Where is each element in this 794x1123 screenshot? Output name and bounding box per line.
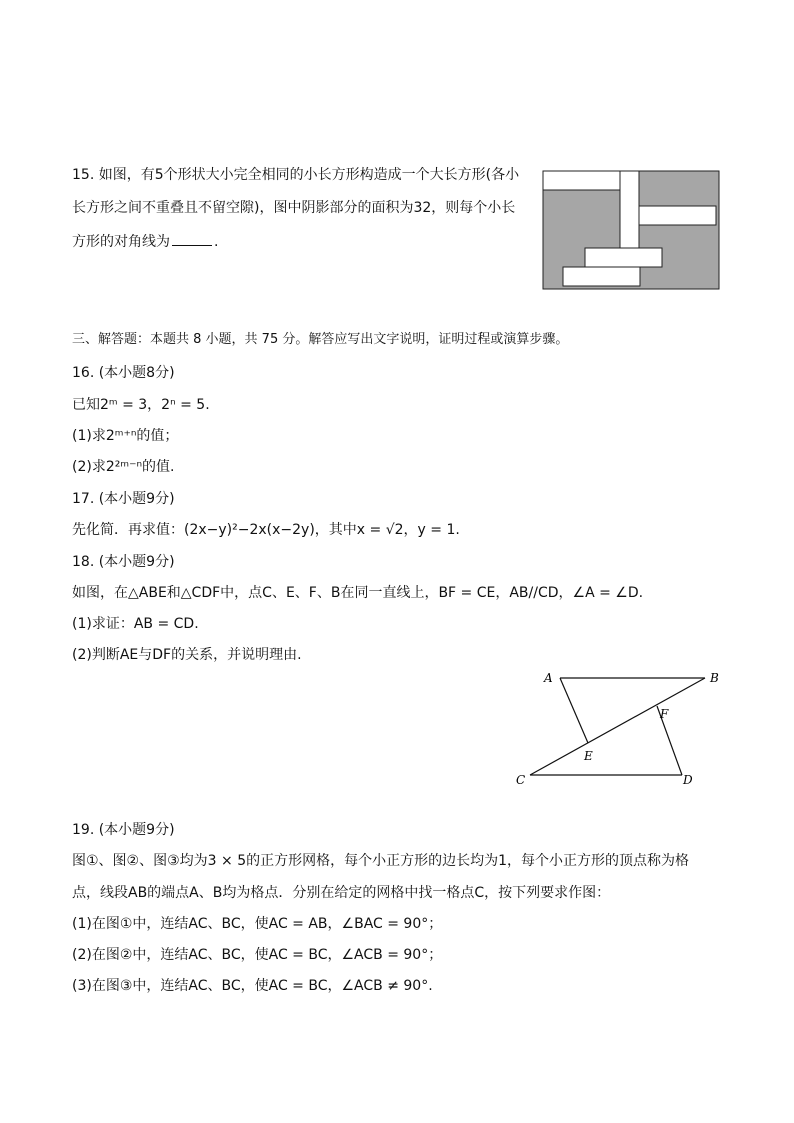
label-B: B bbox=[710, 671, 719, 685]
q15-line1: 15. 如图，有5个形状大小完全相同的小长方形构造成一个大长方形(各小 bbox=[72, 167, 520, 183]
q18-body: 如图，在△ABE和△CDF中，点C、E、F、B在同一直线上，BF = CE，AB//CD，∠A = ∠D. bbox=[72, 585, 644, 601]
q19-part2: (2)在图②中，连结AC、BC，使AC = BC，∠ACB = 90°； bbox=[72, 947, 443, 963]
q16-given: 已知2ᵐ = 3，2ⁿ = 5. bbox=[72, 397, 210, 413]
q18-part2: (2)判断AE与DF的关系，并说明理由. bbox=[72, 647, 302, 663]
label-D: D bbox=[683, 773, 693, 787]
segment-AE bbox=[560, 678, 588, 743]
q18-part1: (1)求证：AB = CD. bbox=[72, 616, 199, 632]
small-rect-bottom bbox=[563, 267, 640, 286]
small-rect-top-left bbox=[543, 171, 620, 190]
q16-part2: (2)求2²ᵐ⁻ⁿ的值. bbox=[72, 459, 175, 475]
label-C: C bbox=[516, 773, 526, 787]
label-E: E bbox=[584, 749, 593, 763]
q17-body: 先化简．再求值：(2x−y)²−2x(x−2y)，其中x = √2，y = 1. bbox=[72, 522, 460, 538]
q16-head: 16. (本小题8分) bbox=[72, 365, 175, 381]
small-rect-vertical bbox=[620, 171, 639, 248]
small-rect-middle bbox=[585, 248, 662, 267]
q19-part3: (3)在图③中，连结AC、BC，使AC = BC，∠ACB ≠ 90°. bbox=[72, 978, 433, 994]
q15-line3 bbox=[72, 232, 218, 251]
q19-line1: 图①、图②、图③均为3 × 5的正方形网格，每个小正方形的边长均为1，每个小正方形的顶点称为格 bbox=[72, 853, 690, 869]
label-A: A bbox=[544, 671, 553, 685]
q19-head: 19. (本小题9分) bbox=[72, 822, 175, 838]
triangles-figure bbox=[510, 668, 730, 788]
label-F: F bbox=[660, 707, 669, 721]
q19-part1: (1)在图①中，连结AC、BC，使AC = AB，∠BAC = 90°； bbox=[72, 916, 443, 932]
q19-line2: 点，线段AB的端点A、B均为格点．分别在给定的网格中找一格点C，按下列要求作图： bbox=[72, 885, 611, 901]
answer-blank bbox=[172, 232, 212, 246]
q16-part1: (1)求2ᵐ⁺ⁿ的值； bbox=[72, 428, 179, 444]
q15-line2: 长方形之间不重叠且不留空隙)，图中阴影部分的面积为32，则每个小长 bbox=[72, 200, 516, 216]
small-rect-right bbox=[639, 206, 716, 225]
q15-line3-text: 方形的对角线为 bbox=[72, 234, 170, 250]
segment-BC bbox=[530, 678, 705, 775]
q15-line3-end: . bbox=[214, 234, 219, 250]
section3-heading: 三、解答题：本题共 8 小题，共 75 分。解答应写出文字说明，证明过程或演算步骤。 bbox=[72, 332, 569, 347]
q17-head: 17. (本小题9分) bbox=[72, 491, 175, 507]
rectangles-figure bbox=[540, 168, 722, 292]
q18-head: 18. (本小题9分) bbox=[72, 554, 175, 570]
